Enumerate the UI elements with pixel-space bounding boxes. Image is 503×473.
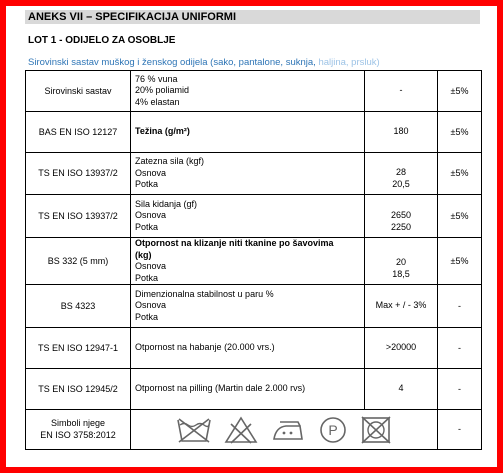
- spec-table: [25, 70, 482, 450]
- spec-row: [26, 328, 482, 369]
- standard-cell: TS EN ISO 13937/2: [26, 195, 131, 238]
- care-standard-line: EN ISO 3758:2012: [40, 429, 116, 440]
- property-cell: [131, 238, 365, 285]
- standard-cell: TS EN ISO 12947-1: [26, 328, 131, 369]
- value-line: -: [399, 85, 403, 96]
- care-tolerance-cell: -: [438, 410, 482, 450]
- tolerance-cell: ±5%: [438, 112, 482, 153]
- property-line: Potka: [135, 179, 159, 190]
- property-line: Otpornost na pilling (Martin dale 2.000 rvs): [135, 383, 306, 394]
- property-cell: [131, 369, 365, 410]
- property-line: Otpornost na habanje (20.000 vrs.): [135, 342, 275, 353]
- do-not-wash-icon: [176, 416, 212, 444]
- composition-note-tail: haljina, prsluk): [318, 57, 380, 68]
- value-line: 18,5: [392, 268, 410, 279]
- tolerance-cell: ±5%: [438, 238, 482, 285]
- value-cell: [365, 285, 438, 328]
- property-line: Potka: [135, 221, 159, 232]
- standard-cell: BS 332 (5 mm): [26, 238, 131, 285]
- value-cell: [365, 195, 438, 238]
- standard-cell: Sirovinski sastav: [26, 71, 131, 112]
- property-line: Osnova: [135, 261, 167, 271]
- tolerance-cell: ±5%: [438, 153, 482, 195]
- value-cell: [365, 369, 438, 410]
- care-icons: [135, 415, 433, 445]
- tolerance-cell: -: [438, 328, 482, 369]
- property-line: Osnova: [135, 300, 167, 311]
- do-not-tumble-dry-icon: [360, 415, 392, 445]
- value-line: 28: [395, 167, 406, 177]
- property-line: Osnova: [135, 210, 167, 221]
- standard-cell: BS 4323: [26, 285, 131, 328]
- value-line: Max + / - 3%: [375, 300, 427, 311]
- value-line: 180: [393, 126, 409, 137]
- tolerance-cell: -: [438, 285, 482, 328]
- lot-title: LOT 1 - ODIJELO ZA OSOBLJE: [28, 35, 176, 46]
- standard-cell: TS EN ISO 13937/2: [26, 153, 131, 195]
- spec-row: [26, 285, 482, 328]
- property-line: 20% poliamid: [135, 85, 190, 96]
- property-line: Otpornost na klizanje niti tkanine po šavovima: [135, 238, 334, 248]
- care-standard-line: Simboli njege: [50, 418, 106, 428]
- value-line: 4: [398, 383, 404, 394]
- property-cell: [131, 71, 365, 112]
- spec-row: [26, 195, 482, 238]
- property-cell: [131, 285, 365, 328]
- property-line: Potka: [135, 311, 159, 322]
- property-line: Sila kidanja (gf): [135, 198, 198, 209]
- value-cell: [365, 153, 438, 195]
- value-cell: [365, 328, 438, 369]
- value-line: 20: [395, 257, 406, 267]
- composition-note: [28, 57, 380, 68]
- value-cell: [365, 112, 438, 153]
- care-symbols-row: [26, 410, 482, 450]
- spec-row: [26, 238, 482, 285]
- annex-title: ANEKS VII – SPECIFIKACIJA UNIFORMI: [25, 10, 480, 24]
- property-cell: [131, 328, 365, 369]
- spec-row: [26, 112, 482, 153]
- spec-row: [26, 71, 482, 112]
- standard-cell: TS EN ISO 12945/2: [26, 369, 131, 410]
- value-line: 20,5: [392, 178, 410, 189]
- property-line: Dimenzionalna stabilnost u paru %: [135, 288, 274, 299]
- do-not-bleach-icon: [224, 416, 258, 444]
- spec-row: [26, 369, 482, 410]
- standard-cell: BAS EN ISO 12127: [26, 112, 131, 153]
- value-line: 2650: [390, 210, 412, 220]
- spec-row: [26, 153, 482, 195]
- property-line: Osnova: [135, 167, 167, 178]
- property-cell: [131, 153, 365, 195]
- property-cell: [131, 195, 365, 238]
- tolerance-cell: ±5%: [438, 195, 482, 238]
- composition-note-lead: Sirovinski sastav muškog i ženskog odijela (sako, pantalone, suknja,: [28, 57, 319, 68]
- value-cell: [365, 71, 438, 112]
- property-line: Težina (g/m²): [135, 126, 190, 137]
- tolerance-cell: -: [438, 369, 482, 410]
- care-icons-cell: [131, 410, 438, 450]
- property-line: (kg): [135, 249, 152, 260]
- dry-clean-p-icon: [318, 415, 348, 445]
- property-line: 4% elastan: [135, 96, 180, 107]
- value-line: 2250: [390, 221, 412, 232]
- property-cell: [131, 112, 365, 153]
- dry-clean-letter: P: [328, 421, 338, 438]
- value-cell: [365, 238, 438, 285]
- care-standard-cell: [26, 410, 131, 450]
- tolerance-cell: ±5%: [438, 71, 482, 112]
- property-line: Zatezna sila (kgf): [135, 156, 205, 167]
- property-line: 76 % vuna: [135, 73, 178, 84]
- property-line: Potka: [135, 272, 159, 283]
- iron-icon: [270, 417, 306, 443]
- value-line: >20000: [385, 342, 417, 353]
